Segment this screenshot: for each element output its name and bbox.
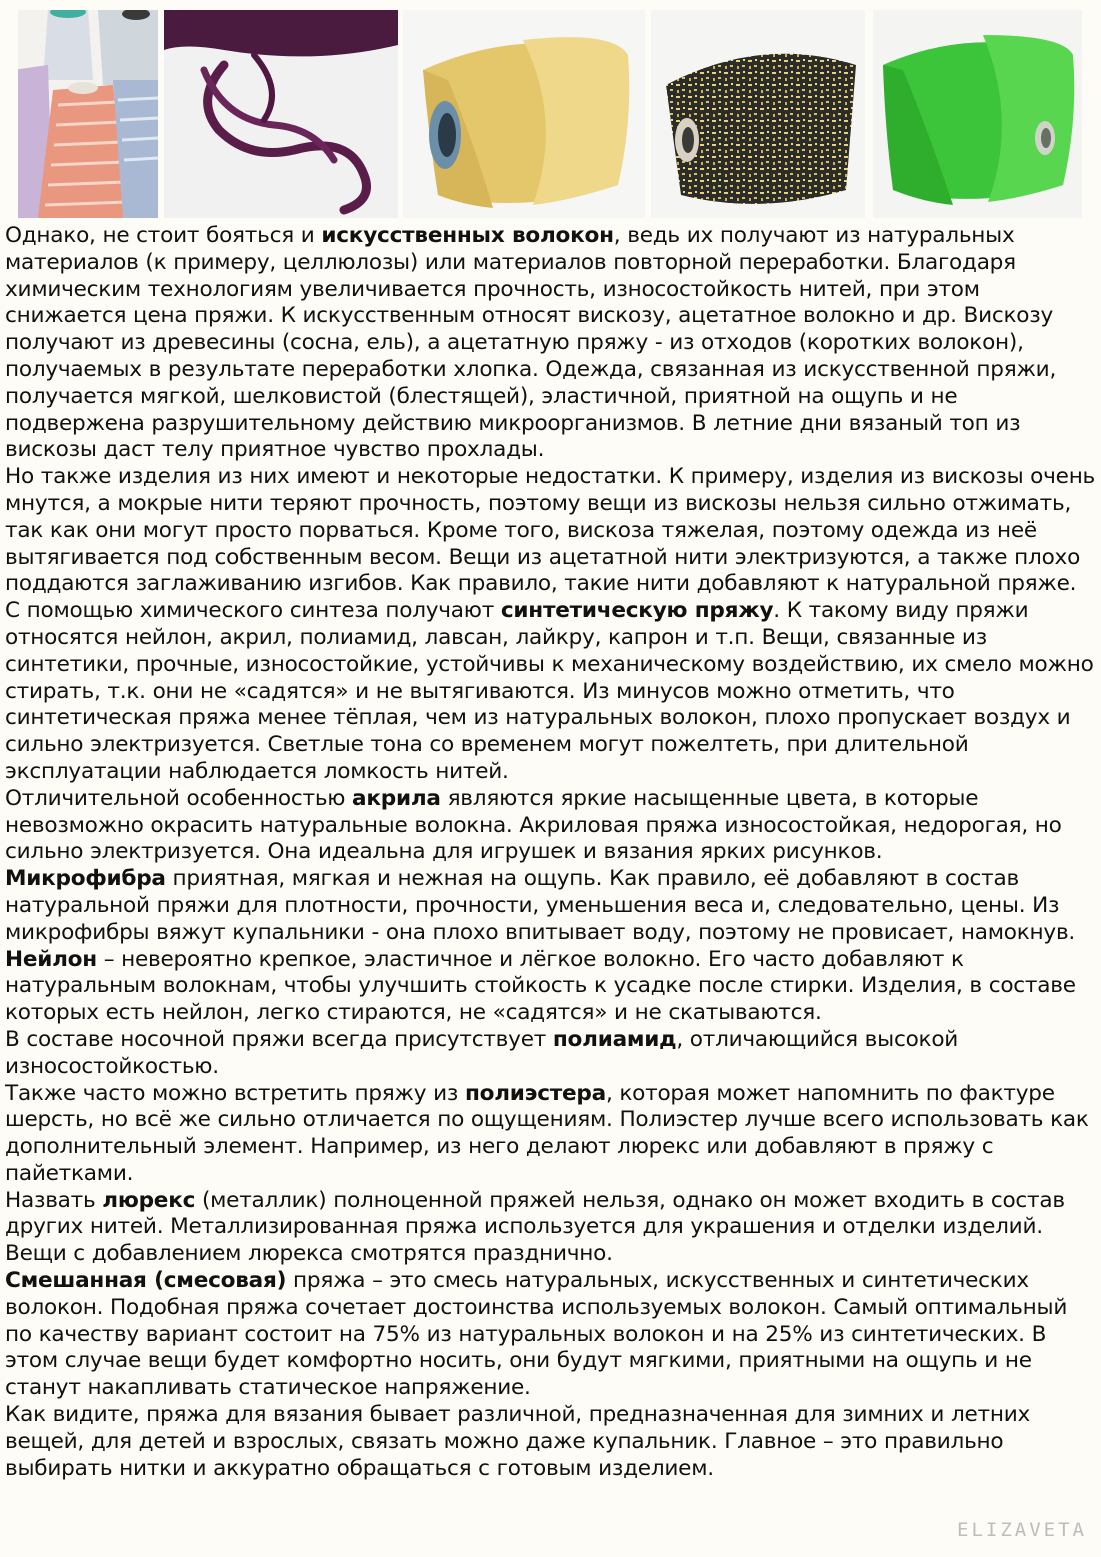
term-polyamide: полиамид [552,1026,677,1052]
photo-purple-viscose-cord [164,10,398,218]
paragraph-blended-yarn: Смешанная (смесовая) пряжа – это смесь натуральных, искусственных и синтетических волокон. Подобная пряжа сочетает достоинства используемых волокон. Самый оптимальный по качеству вариант состоит на 75% из натуральных волокон и на 25% из синтетических. В этом случае вещи будет комфортно носить, они будут мягкими, приятными на ощупь и не станут накапливать статическое напряжение. [5,1268,1068,1401]
paragraph-synthetic-yarn: С помощью химического синтеза получают синтетическую пряжу. К такому виду пряжи относятся нейлон, акрил, полиамид, лавсан, лайкру, капрон и т.п. Вещи, связанные из синтетики, прочные, износостойкие, устойчивы к механическому воздействию, их смело можно стирать, т.к. они не «садятся» и не вытягиваются. Из минусов можно отметить, что синтетическая пряжа менее тёплая, чем из натуральных волокон, плохо пропускает воздух и сильно электризуется. Светлые тона со временем могут пожелтеть, при длительной эксплуатации наблюдается ломкость нитей. [5,598,1094,784]
term-synthetic-yarn: синтетическую пряжу [500,598,774,624]
term-nylon: Нейлон [5,946,97,972]
watermark: ELIZAVETA [957,1519,1087,1541]
photo-black-gold-lurex-cone [651,10,865,218]
paragraph-artificial-fibers: Однако, не стоит бояться и искусственных волокон, ведь их получают из натуральных материалов (к примеру, целлюлозы) или материалов повторной переработки. Благодаря химическим технологиям увеличивается прочность, износостойкость нитей, при этом снижается цена пряжи. К искусственным относят вискозу, ацетатное волокно и др. Вискозу получают из древесины (сосна, ель), а ацетатную пряжу - из отходов (коротких волокон), получаемых в результате переработки хлопка. Одежда, связанная из искусственной пряжи, получается мягкой, шелковистой (блестящей), эластичной, приятной на ощупь и не подвержена разрушительному действию микроорганизмов. В летние дни вязаный топ из вискозы даст телу приятное чувство прохлады. [5,223,1057,463]
paragraph-lurex: Назвать люрекс (металлик) полноценной пряжей нельзя, однако он может входить в состав других нитей. Металлизированная пряжа используется для украшения и отделки изделий. Вещи с добавлением люрекса смотрятся празднично. [5,1187,1065,1267]
photo-green-yarn-cone [873,10,1082,218]
photo-strip [0,0,1101,222]
paragraph-conclusion: Как видите, пряжа для вязания бывает различной, предназначенная для зимних и летних вещей, для детей и взрослых, связать можно даже купальник. Главное – это правильно выбирать нитки и аккуратно обращаться с готовым изделием. [5,1402,1031,1481]
article-body [5,223,1099,1482]
photo-yellow-yarn-cone [403,10,645,218]
paragraph-polyamide: В составе носочной пряжи всегда присутствует полиамид, отличающийся высокой износостойкостью. [5,1026,959,1079]
paragraph-artificial-drawbacks: Но также изделия из них имеют и некоторые недостатки. К примеру, изделия из вискозы очень мнутся, а мокрые нити теряют прочность, поэтому вещи из вискозы нельзя сильно отжимать, так как они могут просто порваться. Кроме того, вискоза тяжелая, поэтому одежда из неё вытягивается под собственным весом. Вещи из ацетатной нити электризуются, а также плохо поддаются заглаживанию изгибов. Как правило, такие нити добавляют к натуральной пряже. [5,464,1096,597]
paragraph-polyester: Также часто можно встретить пряжу из полиэстера, которая может напомнить по фактуре шерсть, но всё же сильно отличается по ощущениям. Полиэстер лучше всего использовать как дополнительный элемент. Например, из него делают люрекс или добавляют в пряжу с пайетками. [5,1080,1089,1186]
term-acrylic: акрила [352,785,441,811]
term-polyester: полиэстера [464,1080,606,1106]
photo-colorful-yarn-cones [18,10,158,218]
term-microfiber: Микрофибра [5,866,166,892]
term-blended-yarn: Смешанная (смесовая) [5,1268,287,1294]
paragraph-microfiber: Микрофибра приятная, мягкая и нежная на ощупь. Как правило, её добавляют в состав натуральной пряжи для плотности, прочности, уменьшения веса и, следовательно, цены. Из микрофибры вяжут купальники - она плохо впитывает воду, поэтому не провисает, намокнув. [5,866,1076,945]
paragraph-nylon: Нейлон – невероятно крепкое, эластичное и лёгкое волокно. Его часто добавляют к натуральным волокнам, чтобы улучшить стойкость к усадке после стирки. Изделия, в составе которых есть нейлон, легко стираются, не «садятся» и не скатываются. [5,946,1076,1026]
term-lurex: люрекс [102,1187,196,1213]
term-artificial-fibers: искусственных волокон [321,223,614,248]
paragraph-acrylic: Отличительной особенностью акрила являются яркие насыщенные цвета, в которые невозможно окрасить натуральные волокна. Акриловая пряжа износостойкая, недорогая, но сильно электризуется. Она идеальна для игрушек и вязания ярких рисунков. [5,785,1062,865]
